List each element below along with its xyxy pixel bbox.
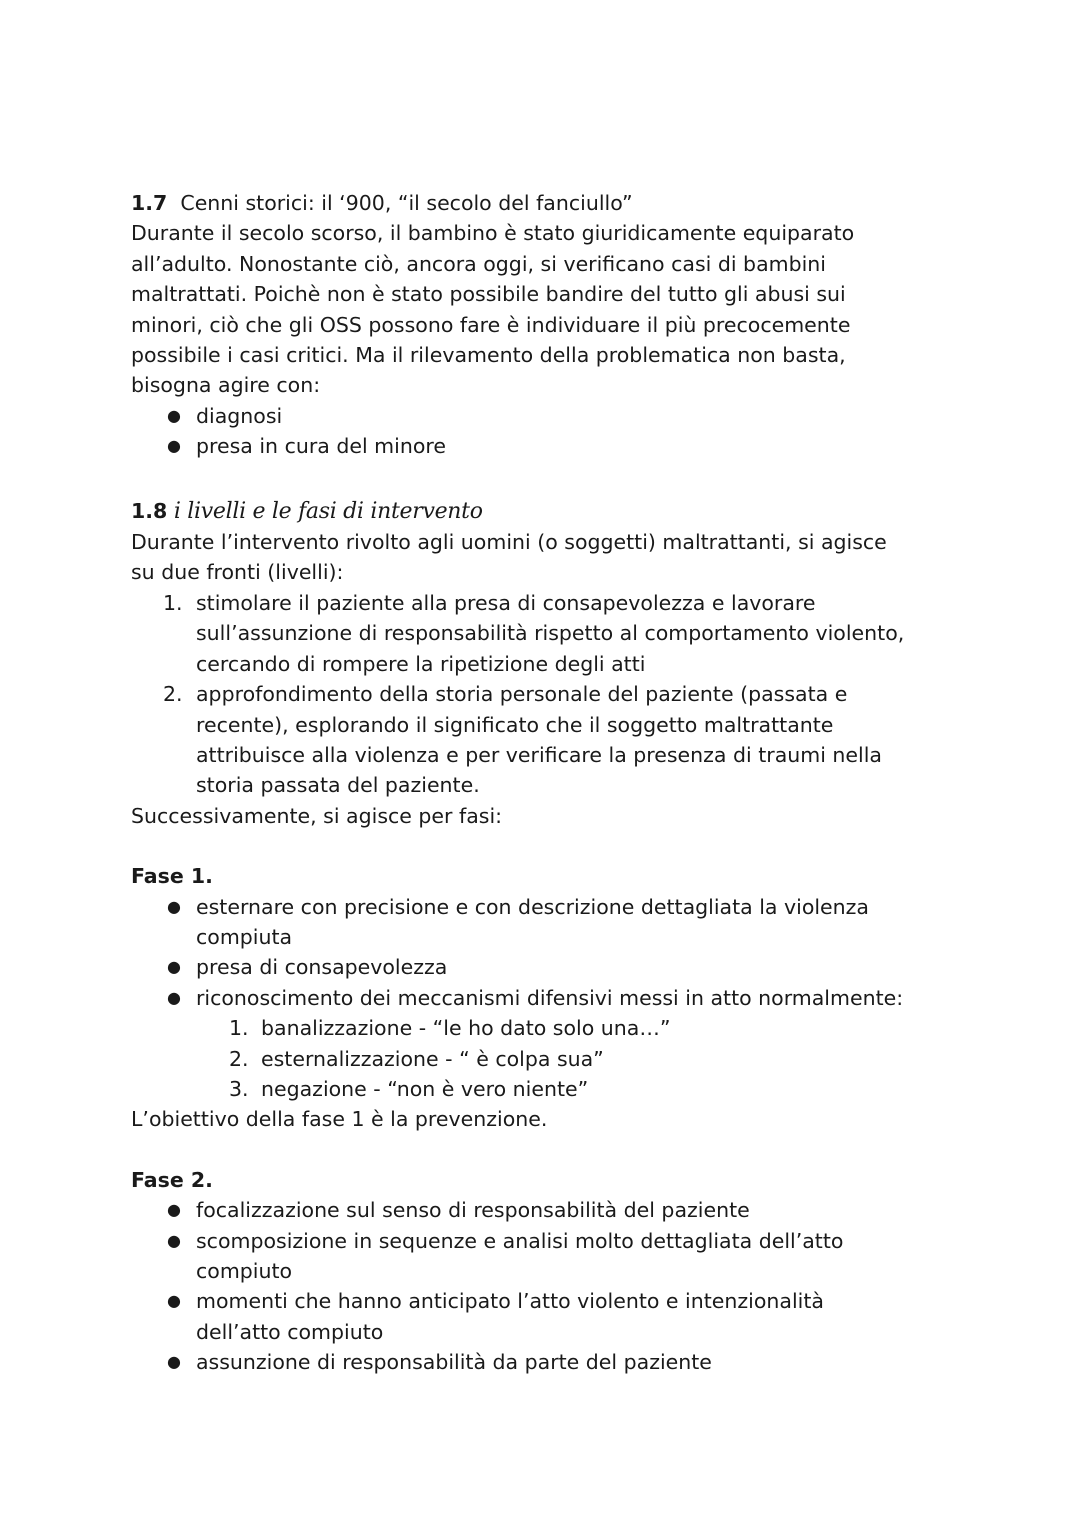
bullet-icon: ●: [167, 405, 181, 425]
list-item-line: dell’atto compiuto: [196, 1319, 384, 1344]
section-heading-1-7: [131, 188, 961, 218]
item-number: 2.: [229, 1046, 249, 1071]
list-item-line: assunzione di responsabilità da parte del paziente: [196, 1350, 712, 1375]
list-item-line: presa di consapevolezza: [196, 955, 448, 980]
list-item-line: approfondimento della storia personale del paziente (passata e: [196, 682, 848, 707]
list-item: [131, 1347, 961, 1377]
list-item: [131, 431, 961, 461]
list-item-line: scomposizione in sequenze e analisi molto dettagliata dell’atto: [196, 1228, 844, 1253]
list-item: [131, 1226, 961, 1287]
list-item-text: diagnosi: [196, 403, 283, 428]
list-item-line: focalizzazione sul senso di responsabilità del paziente: [196, 1198, 750, 1223]
list-item: [131, 1286, 961, 1347]
section-heading-1-8: [131, 496, 961, 527]
list-item-line: recente), esplorando il significato che il soggetto maltrattante: [196, 712, 834, 737]
list-item-text: banalizzazione - “le ho dato solo una…”: [261, 1016, 671, 1041]
paragraph-line: su due fronti (livelli):: [131, 560, 344, 585]
list-item: [131, 1195, 961, 1225]
list-item-text: negazione - “non è vero niente”: [261, 1076, 589, 1101]
list-item-line: riconoscimento dei meccanismi difensivi messi in atto normalmente:: [196, 985, 904, 1010]
item-number: 1.: [163, 590, 183, 615]
bullet-list: [131, 1195, 961, 1377]
section-number: 1.7: [131, 191, 168, 215]
list-item: [131, 983, 961, 1013]
list-item: [131, 1074, 961, 1104]
item-number: 3.: [229, 1076, 249, 1101]
list-item-line: attribuisce alla violenza e per verificare la presenza di traumi nella: [196, 742, 882, 767]
list-item: [131, 1013, 961, 1043]
item-number: 2.: [163, 682, 183, 707]
bullet-icon: ●: [167, 1352, 181, 1372]
list-item-line: sull’assunzione di responsabilità rispetto al comportamento violento,: [196, 621, 905, 646]
section-number: 1.8: [131, 498, 168, 523]
bullet-icon: ●: [167, 896, 181, 916]
document-page: [131, 188, 961, 1378]
mechanisms-list: [131, 1013, 961, 1104]
bullet-icon: ●: [167, 436, 181, 456]
paragraph-line: bisogna agire con:: [131, 373, 321, 398]
paragraph-line: Durante il secolo scorso, il bambino è stato giuridicamente equiparato: [131, 221, 855, 246]
section-title: i livelli e le fasi di intervento: [173, 498, 483, 524]
list-item: [131, 1044, 961, 1074]
paragraph-line: Successivamente, si agisce per fasi:: [131, 803, 503, 828]
paragraph-line: possibile i casi critici. Ma il rilevamento della problematica non basta,: [131, 343, 846, 368]
list-item: [131, 952, 961, 982]
list-item: [131, 588, 961, 679]
list-item: [131, 679, 961, 801]
list-item-line: storia passata del paziente.: [196, 773, 480, 798]
bullet-icon: ●: [167, 1200, 181, 1220]
list-item-line: esternare con precisione e con descrizione dettagliata la violenza: [196, 894, 869, 919]
bullet-icon: ●: [167, 987, 181, 1007]
list-item-text: presa in cura del minore: [196, 434, 446, 459]
item-number: 1.: [229, 1016, 249, 1041]
bullet-icon: ●: [167, 1291, 181, 1311]
section-title: Cenni storici: il ‘900, “il secolo del fanciullo”: [180, 191, 633, 215]
bullet-icon: ●: [167, 1230, 181, 1250]
list-item-line: compiuto: [196, 1259, 293, 1283]
paragraph-line: L’obiettivo della fase 1 è la prevenzione.: [131, 1107, 548, 1132]
list-item-text: esternalizzazione - “ è colpa sua”: [261, 1046, 604, 1071]
paragraph-line: all’adulto. Nonostante ciò, ancora oggi, si verificano casi di bambini: [131, 251, 826, 276]
list-item: [131, 892, 961, 953]
levels-list: [131, 588, 961, 801]
bullet-list: [131, 401, 961, 462]
paragraph-line: Durante l’intervento rivolto agli uomini (o soggetti) maltrattanti, si agisce: [131, 530, 887, 555]
bullet-list: [131, 892, 961, 1014]
list-item: [131, 401, 961, 431]
paragraph-line: maltrattati. Poichè non è stato possibile bandire del tutto gli abusi sui: [131, 282, 846, 307]
phase-title: Fase 2.: [131, 1167, 213, 1192]
list-item-line: cercando di rompere la ripetizione degli atti: [196, 651, 646, 676]
bullet-icon: ●: [167, 957, 181, 977]
list-item-line: stimolare il paziente alla presa di consapevolezza e lavorare: [196, 590, 816, 615]
list-item-line: momenti che hanno anticipato l’atto violento e intenzionalità: [196, 1289, 824, 1314]
paragraph-line: minori, ciò che gli OSS possono fare è individuare il più precocemente: [131, 312, 851, 337]
list-item-line: compiuta: [196, 924, 293, 949]
phase-title: Fase 1.: [131, 864, 213, 889]
